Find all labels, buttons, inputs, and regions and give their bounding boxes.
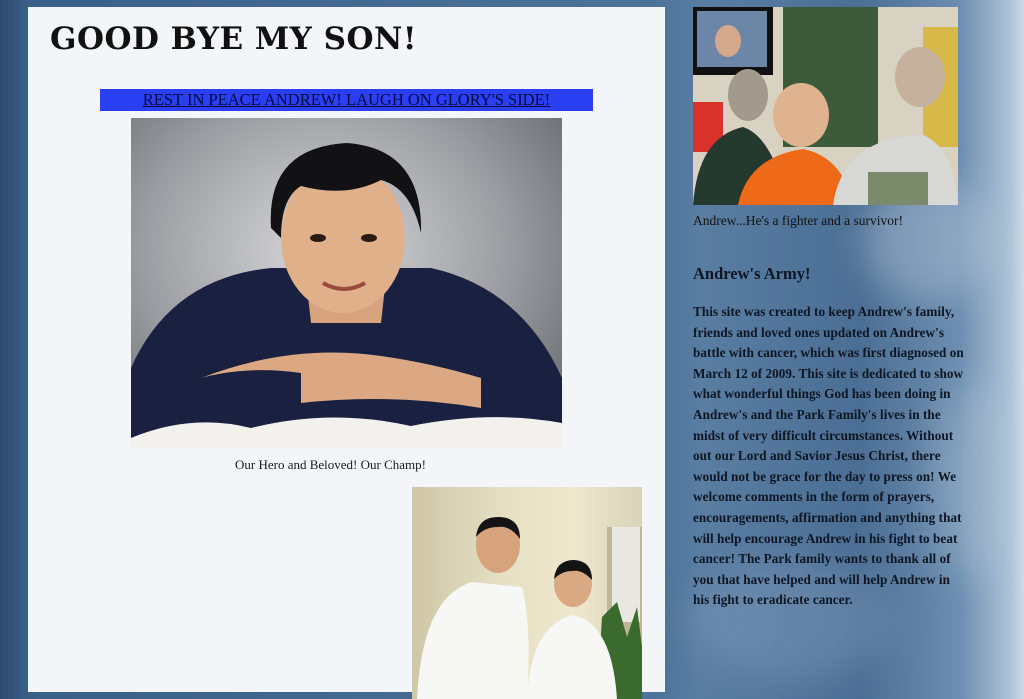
page-title: GOOD BYE MY SON! (50, 21, 417, 57)
sidebar-heading: Andrew's Army! (693, 264, 811, 283)
sidebar-description: This site was created to keep Andrew's family, friends and loved ones updated on Andrew's battle with cancer, which was first diagnosed on March 12 of 2009. This site is dedicated to show what wonderful things God has been doing in Andrew's and the Park Family's lives in the midst of very difficult circumstances. Without out our Lord and Savior Jesus Christ, there would not be grace for the day to press on! We welcome comments in the form of prayers, encouragements, affirmation and anything that will help encourage Andrew in his fight to beat cancer! The Park family wants to thank all of you that have helped and will help Andrew in his fight to eradicate cancer. (693, 304, 964, 608)
father-and-son-photo (412, 487, 642, 699)
hospital-group-photo (693, 7, 958, 205)
memorial-banner-link[interactable]: REST IN PEACE ANDREW! LAUGH ON GLORY'S SIDE! (100, 89, 593, 111)
hero-photo-caption: Our Hero and Beloved! Our Champ! (235, 457, 426, 472)
andrew-portrait-photo (131, 118, 562, 449)
sidebar-photo-caption: Andrew...He's a fighter and a survivor! (693, 213, 903, 228)
main-content-panel (28, 7, 665, 692)
